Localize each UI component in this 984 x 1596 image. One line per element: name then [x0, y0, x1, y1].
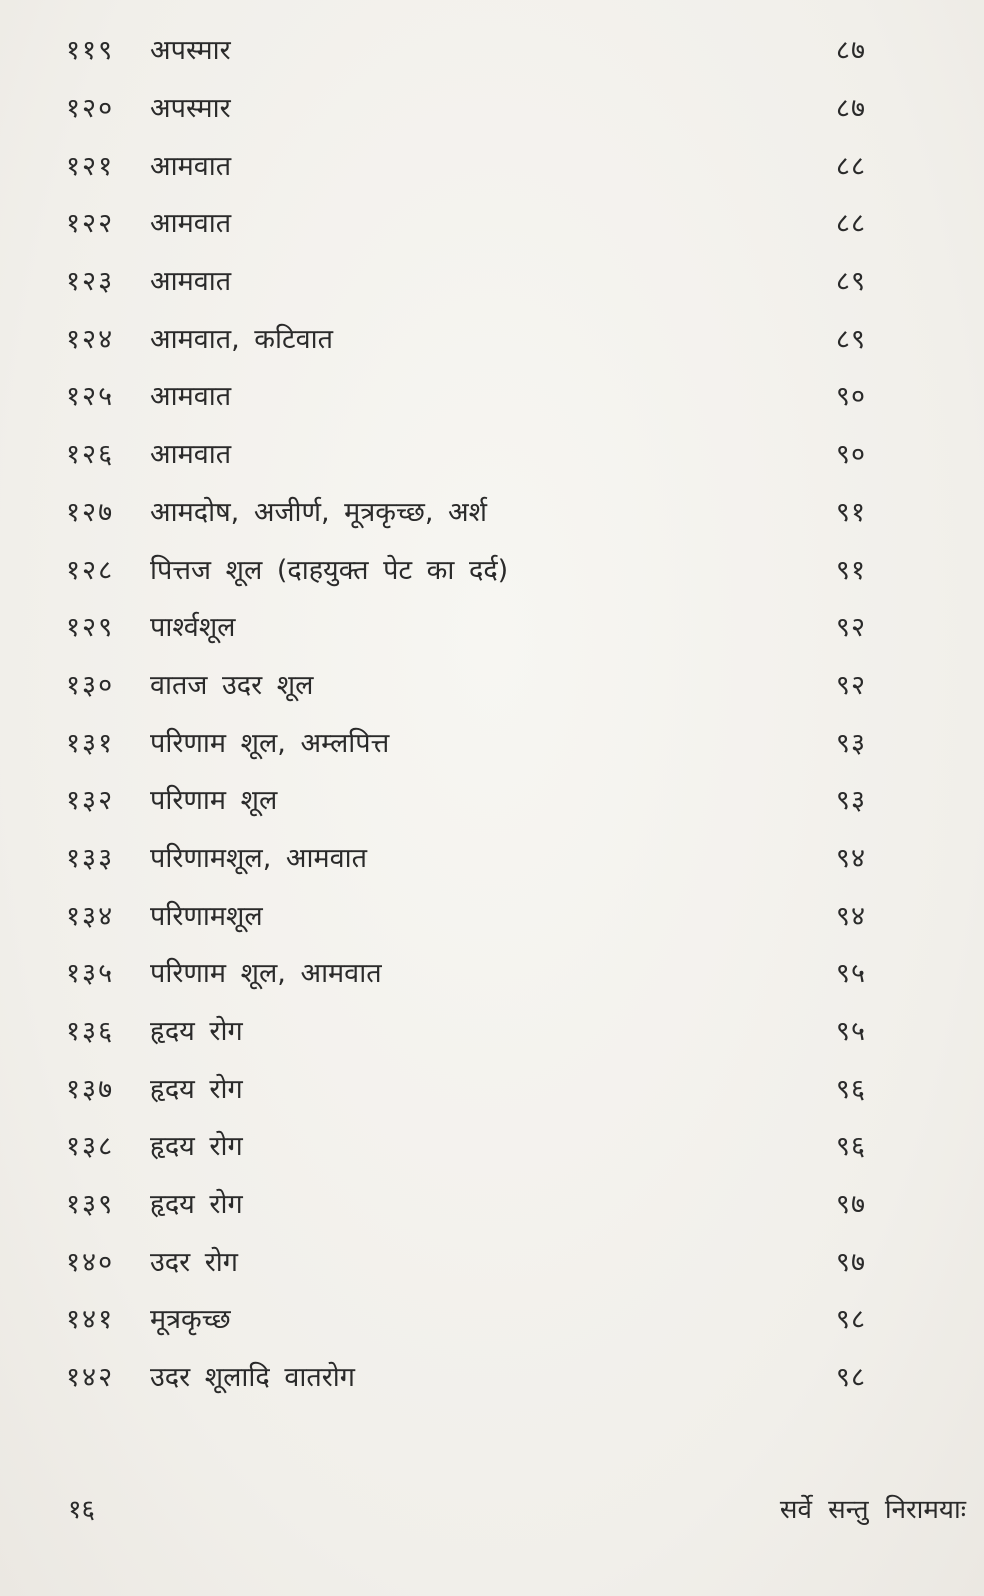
entry-number: १३०	[66, 669, 115, 701]
entry-page-number: ९५	[835, 958, 866, 990]
entry-number: १३५	[66, 958, 115, 990]
entry-number: १४१	[66, 1304, 115, 1336]
toc-entry	[66, 78, 866, 136]
toc-entry	[66, 251, 866, 309]
entry-number: १४२	[66, 1362, 115, 1394]
toc-entry	[66, 1001, 866, 1059]
entry-number: १३६	[66, 1016, 115, 1048]
toc-entry	[66, 770, 866, 828]
toc-entry	[66, 1231, 866, 1289]
entry-number: १३३	[66, 842, 115, 874]
toc-entry	[66, 1347, 866, 1405]
entry-title: हृदय रोग	[150, 1131, 243, 1163]
entry-title: अपस्मार	[150, 35, 231, 67]
entry-number: १२६	[66, 439, 115, 471]
entry-title: अपस्मार	[150, 93, 231, 125]
entry-page-number: ९६	[835, 1131, 866, 1163]
entry-number: १२१	[66, 150, 115, 182]
entry-page-number: ९४	[835, 900, 866, 932]
entry-title: आमवात	[150, 266, 232, 298]
entry-page-number: ८९	[835, 266, 866, 298]
entry-page-number: ९५	[835, 1016, 866, 1048]
entry-number: १३९	[66, 1189, 115, 1221]
entry-number: १२९	[66, 612, 115, 644]
entry-page-number: ८८	[835, 150, 866, 182]
entry-page-number: ८७	[835, 35, 866, 67]
entry-number: १२४	[66, 323, 115, 355]
toc-entry	[66, 1174, 866, 1232]
toc-entry	[66, 308, 866, 366]
toc-entry	[66, 1058, 866, 1116]
entry-page-number: ९३	[835, 727, 866, 759]
entry-number: १३१	[66, 727, 115, 759]
entry-number: १३७	[66, 1073, 115, 1105]
entry-page-number: ९१	[835, 554, 866, 586]
entry-page-number: ९०	[835, 439, 866, 471]
entry-number: ११९	[66, 35, 115, 67]
entry-number: १३२	[66, 785, 115, 817]
entry-page-number: ९२	[835, 612, 866, 644]
entry-title: हृदय रोग	[150, 1189, 243, 1221]
entry-title: आमवात, कटिवात	[150, 323, 334, 355]
entry-number: १२२	[66, 208, 115, 240]
entry-number: १२३	[66, 266, 115, 298]
table-of-contents	[66, 20, 866, 1405]
entry-number: १२८	[66, 554, 115, 586]
toc-entry	[66, 135, 866, 193]
toc-entry	[66, 828, 866, 886]
entry-title: उदर शूलादि वातरोग	[150, 1362, 355, 1394]
entry-number: १२५	[66, 381, 115, 413]
toc-entry	[66, 597, 866, 655]
entry-title: हृदय रोग	[150, 1073, 243, 1105]
entry-page-number: ९२	[835, 669, 866, 701]
entry-page-number: ९०	[835, 381, 866, 413]
entry-title: पार्श्वशूल	[150, 612, 236, 644]
entry-title: परिणामशूल	[150, 900, 263, 932]
toc-entry	[66, 193, 866, 251]
entry-title: परिणाम शूल	[150, 785, 278, 817]
entry-title: हृदय रोग	[150, 1016, 243, 1048]
entry-page-number: ९८	[835, 1362, 866, 1394]
page-number: १६	[68, 1495, 96, 1525]
entry-title: पित्तज शूल (दाहयुक्त पेट का दर्द)	[150, 554, 509, 586]
entry-number: १२७	[66, 496, 115, 528]
entry-number: १२०	[66, 93, 115, 125]
entry-number: १३४	[66, 900, 115, 932]
toc-entry	[66, 1116, 866, 1174]
entry-page-number: ९७	[835, 1246, 866, 1278]
entry-title: परिणाम शूल, आमवात	[150, 958, 382, 990]
entry-title: परिणाम शूल, अम्लपित्त	[150, 727, 390, 759]
entry-page-number: ८८	[835, 208, 866, 240]
toc-entry	[66, 424, 866, 482]
toc-entry	[66, 20, 866, 78]
entry-title: आमवात	[150, 439, 232, 471]
toc-entry	[66, 655, 866, 713]
entry-page-number: ९४	[835, 842, 866, 874]
entry-title: आमवात	[150, 381, 232, 413]
toc-entry	[66, 366, 866, 424]
entry-page-number: ८७	[835, 93, 866, 125]
entry-page-number: ९३	[835, 785, 866, 817]
toc-entry	[66, 1289, 866, 1347]
toc-entry	[66, 712, 866, 770]
running-title: सर्वे सन्तु निरामयाः	[779, 1495, 966, 1525]
toc-entry	[66, 885, 866, 943]
toc-entry	[66, 943, 866, 1001]
toc-entry	[66, 482, 866, 540]
entry-title: उदर रोग	[150, 1246, 238, 1278]
entry-page-number: ८९	[835, 323, 866, 355]
entry-page-number: ९१	[835, 496, 866, 528]
toc-entry	[66, 539, 866, 597]
entry-page-number: ९६	[835, 1073, 866, 1105]
entry-page-number: ९७	[835, 1189, 866, 1221]
entry-title: वातज उदर शूल	[150, 669, 314, 701]
entry-title: मूत्रकृच्छ	[150, 1304, 231, 1336]
entry-title: आमदोष, अजीर्ण, मूत्रकृच्छ, अर्श	[150, 496, 487, 528]
entry-title: आमवात	[150, 150, 232, 182]
entry-title: आमवात	[150, 208, 232, 240]
entry-number: १४०	[66, 1246, 115, 1278]
entry-title: परिणामशूल, आमवात	[150, 842, 367, 874]
entry-number: १३८	[66, 1131, 115, 1163]
entry-page-number: ९८	[835, 1304, 866, 1336]
